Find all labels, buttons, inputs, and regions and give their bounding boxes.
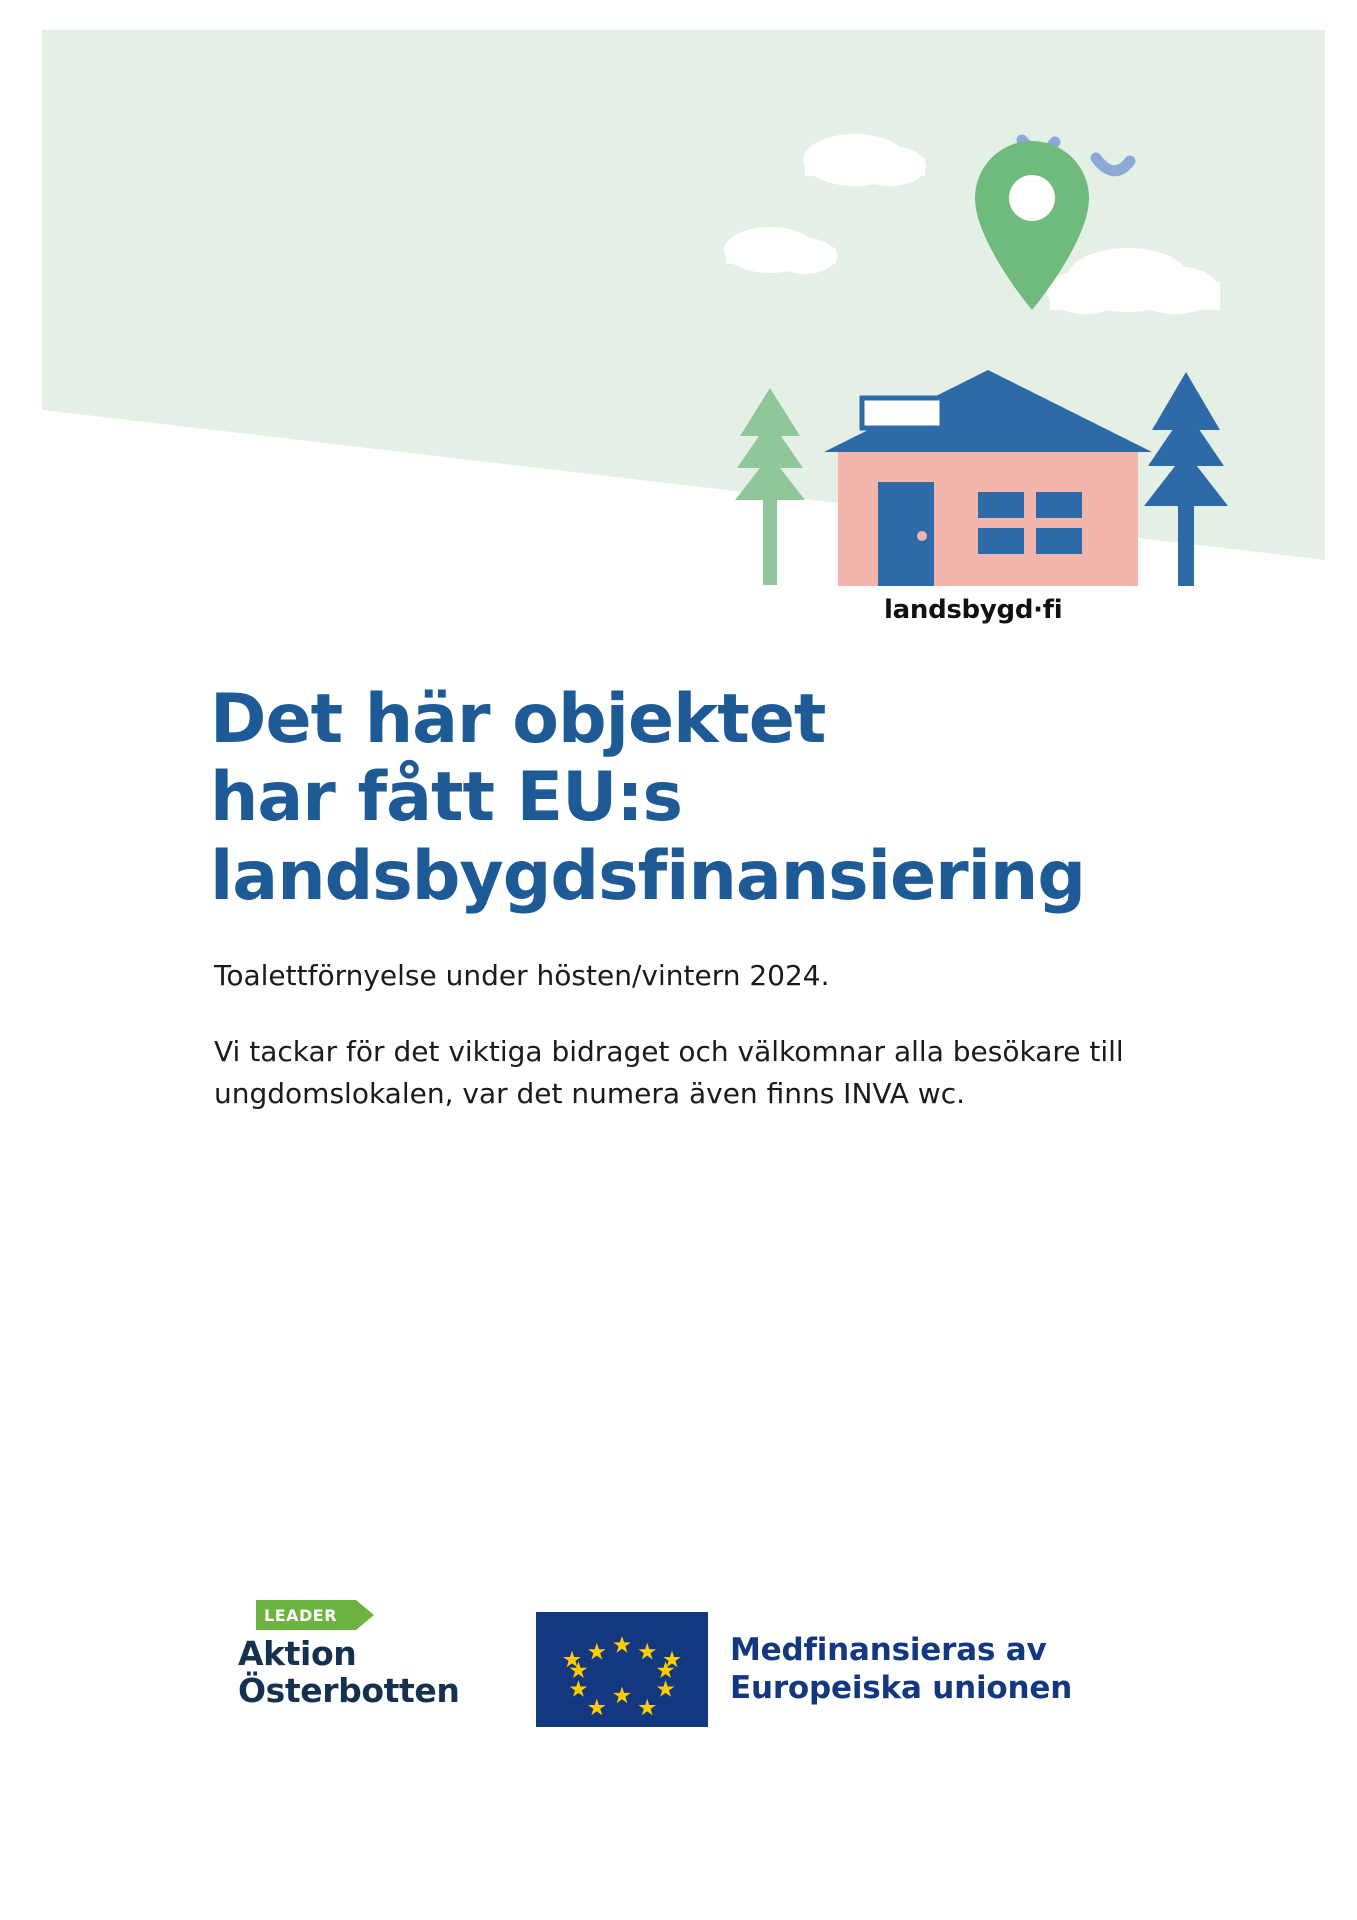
leader-name [238, 1636, 478, 1710]
body-paragraph-2: Vi tackar för det viktiga bidraget och välkomnar alla besökare till ungdomslokalen, var det numera även finns INVA wc. [214, 1035, 1124, 1110]
headline-line-1: Det här objektet [210, 679, 826, 759]
eu-funding-text [730, 1632, 1072, 1708]
footer-logos [238, 1600, 1138, 1740]
eu-flag-svg [536, 1612, 708, 1727]
hero-svg [0, 0, 1357, 620]
leader-name-line-1: Aktion [238, 1634, 357, 1673]
leader-tag [256, 1600, 374, 1630]
headline-line-2: har fått EU:s [210, 758, 682, 838]
page-title [210, 681, 1220, 918]
headline-line-3: landsbygdsfinansiering [210, 837, 1086, 917]
wordmark-tld: fi [1042, 595, 1063, 625]
wordmark-name: landsbygd [884, 595, 1034, 625]
leader-tag-label: LEADER [264, 1606, 338, 1625]
eu-funding-logo [536, 1612, 1072, 1727]
eu-text-line-2: Europeiska unionen [730, 1669, 1073, 1706]
leader-aktion-osterbotten-logo [238, 1600, 478, 1710]
eu-flag-icon [536, 1612, 708, 1727]
eu-text-line-1: Medfinansieras av [730, 1631, 1047, 1668]
hero-illustration [0, 0, 1357, 620]
landsbygd-fi-wordmark [884, 595, 1062, 625]
body-paragraph-1: Toalettförnyelse under hösten/vintern 2024. [214, 959, 830, 992]
leader-name-line-2: Österbotten [238, 1670, 460, 1710]
wordmark-separator: · [1033, 595, 1043, 625]
body-copy [214, 955, 1144, 1115]
